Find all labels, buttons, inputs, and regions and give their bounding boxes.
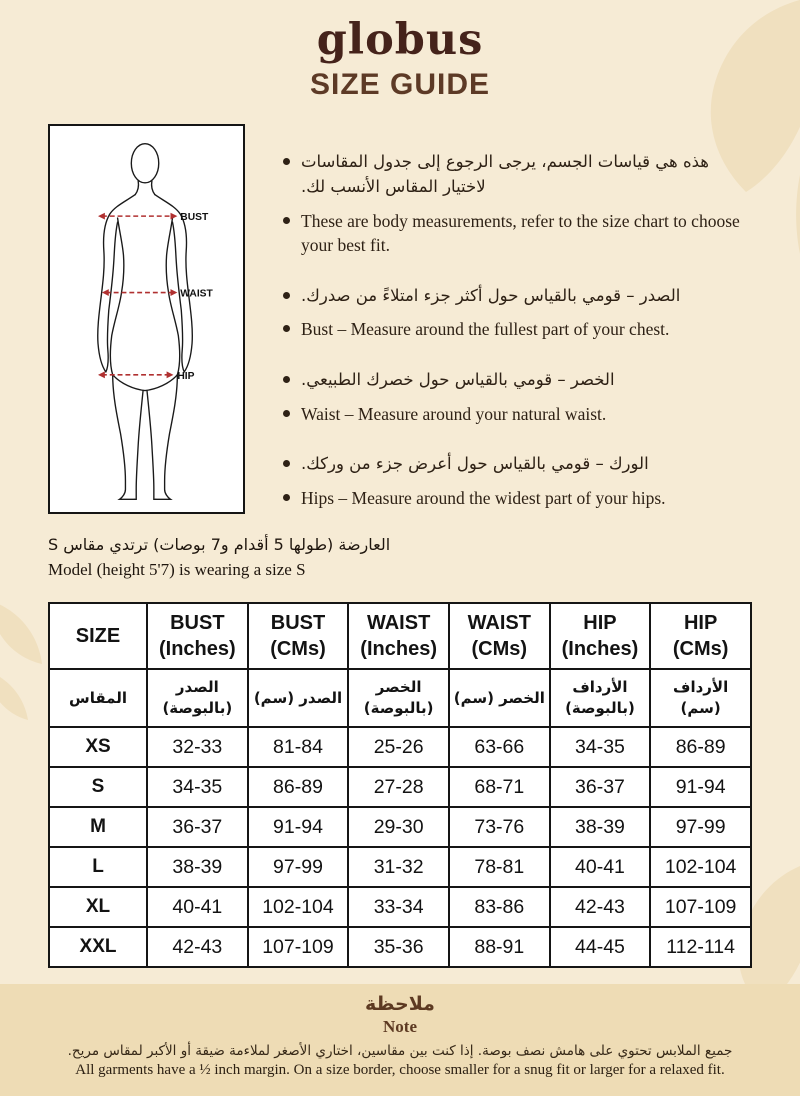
value-cell: 32-33 bbox=[147, 727, 248, 767]
value-cell: 91-94 bbox=[248, 807, 349, 847]
model-note-en: Model (height 5'7) is wearing a size S bbox=[48, 560, 306, 580]
instruction-intro-en: These are body measurements, refer to the size chart to choose your best fit. bbox=[301, 210, 740, 256]
body-measurement-figure bbox=[50, 126, 243, 512]
value-cell: 81-84 bbox=[248, 727, 349, 767]
value-cell: 29-30 bbox=[348, 807, 449, 847]
instruction-group-bust bbox=[283, 284, 756, 342]
list-item bbox=[283, 368, 756, 393]
size-table-header-row-ar bbox=[49, 669, 751, 727]
column-header-ar: الصدر (بالبوصة) bbox=[147, 669, 248, 727]
list-item bbox=[283, 486, 756, 511]
instruction-waist-en: Waist – Measure around your natural waist. bbox=[301, 403, 607, 424]
size-table-body bbox=[49, 727, 751, 967]
bullet-icon bbox=[283, 460, 290, 467]
value-cell: 68-71 bbox=[449, 767, 550, 807]
column-header-en: SIZE bbox=[49, 603, 147, 669]
value-cell: 38-39 bbox=[550, 807, 651, 847]
value-cell: 36-37 bbox=[550, 767, 651, 807]
value-cell: 35-36 bbox=[348, 927, 449, 967]
bullet-icon bbox=[283, 158, 290, 165]
instruction-hips-ar: الورك – قومي بالقياس حول أعرض جزء من وركك. bbox=[301, 454, 649, 474]
instruction-intro-ar: هذه هي قياسات الجسم، يرجى الرجوع إلى جدول المقاسات لاختيار المقاس الأنسب لك. bbox=[301, 152, 710, 196]
column-header-en: WAIST (CMs) bbox=[449, 603, 550, 669]
size-cell: XXL bbox=[49, 927, 147, 967]
model-note-ar: العارضة (طولها 5 أقدام و7 بوصات) ترتدي مقاس S bbox=[48, 535, 391, 555]
bullet-icon bbox=[283, 376, 290, 383]
value-cell: 88-91 bbox=[449, 927, 550, 967]
value-cell: 86-89 bbox=[248, 767, 349, 807]
list-item bbox=[283, 402, 756, 427]
waist-line-label: WAIST bbox=[180, 288, 213, 300]
size-cell: XS bbox=[49, 727, 147, 767]
list-item bbox=[283, 284, 756, 309]
column-header-ar: الخصر (بالبوصة) bbox=[348, 669, 449, 727]
note-section bbox=[0, 984, 800, 1096]
bullet-icon bbox=[283, 410, 290, 417]
value-cell: 33-34 bbox=[348, 887, 449, 927]
size-cell: L bbox=[49, 847, 147, 887]
column-header-ar: الخصر (سم) bbox=[449, 669, 550, 727]
measurement-section bbox=[48, 124, 756, 519]
value-cell: 42-43 bbox=[147, 927, 248, 967]
column-header-ar: المقاس bbox=[49, 669, 147, 727]
instruction-group-waist bbox=[283, 368, 756, 426]
value-cell: 40-41 bbox=[147, 887, 248, 927]
note-title-en: Note bbox=[383, 1017, 417, 1036]
note-body-ar: جميع الملابس تحتوي على هامش نصف بوصة. إذا كنت بين مقاسين، اختاري الأصغر لملاءمة ضيقة أو الأكبر لمقاس مريح. bbox=[67, 1043, 733, 1059]
column-header-en: HIP (Inches) bbox=[550, 603, 651, 669]
instruction-waist-ar: الخصر – قومي بالقياس حول خصرك الطبيعي. bbox=[301, 369, 615, 389]
measure-lines bbox=[102, 216, 174, 375]
bullet-icon bbox=[283, 325, 290, 332]
bust-line-label: BUST bbox=[180, 212, 209, 224]
value-cell: 34-35 bbox=[147, 767, 248, 807]
table-row bbox=[49, 727, 751, 767]
value-cell: 38-39 bbox=[147, 847, 248, 887]
hip-line-label: HIP bbox=[177, 370, 195, 382]
note-title-ar: ملاحظة bbox=[365, 993, 435, 1015]
value-cell: 102-104 bbox=[650, 847, 751, 887]
instruction-bust-ar: الصدر – قومي بالقياس حول أكثر جزء امتلاءً من صدرك. bbox=[301, 285, 681, 305]
table-row bbox=[49, 887, 751, 927]
table-row bbox=[49, 767, 751, 807]
instruction-list bbox=[283, 124, 756, 519]
value-cell: 42-43 bbox=[550, 887, 651, 927]
model-note bbox=[48, 535, 752, 582]
bullet-icon bbox=[283, 217, 290, 224]
body-figure-panel bbox=[48, 124, 245, 514]
value-cell: 78-81 bbox=[449, 847, 550, 887]
column-header-en: HIP (CMs) bbox=[650, 603, 751, 669]
value-cell: 27-28 bbox=[348, 767, 449, 807]
list-item bbox=[283, 317, 756, 342]
value-cell: 83-86 bbox=[449, 887, 550, 927]
page-title: SIZE GUIDE bbox=[309, 68, 491, 102]
value-cell: 107-109 bbox=[248, 927, 349, 967]
instruction-group-intro bbox=[283, 150, 756, 258]
value-cell: 44-45 bbox=[550, 927, 651, 967]
instruction-hips-en: Hips – Measure around the widest part of your hips. bbox=[301, 487, 666, 508]
value-cell: 40-41 bbox=[550, 847, 651, 887]
size-chart-table bbox=[48, 602, 752, 968]
value-cell: 36-37 bbox=[147, 807, 248, 847]
value-cell: 97-99 bbox=[248, 847, 349, 887]
bullet-icon bbox=[283, 292, 290, 299]
table-row bbox=[49, 927, 751, 967]
table-row bbox=[49, 807, 751, 847]
value-cell: 73-76 bbox=[449, 807, 550, 847]
column-header-en: BUST (CMs) bbox=[248, 603, 349, 669]
list-item bbox=[283, 209, 756, 258]
column-header-en: BUST (Inches) bbox=[147, 603, 248, 669]
value-cell: 34-35 bbox=[550, 727, 651, 767]
value-cell: 91-94 bbox=[650, 767, 751, 807]
size-cell: S bbox=[49, 767, 147, 807]
list-item bbox=[283, 150, 756, 200]
column-header-ar: الصدر (سم) bbox=[248, 669, 349, 727]
column-header-ar: الأرداف (سم) bbox=[650, 669, 751, 727]
value-cell: 102-104 bbox=[248, 887, 349, 927]
value-cell: 25-26 bbox=[348, 727, 449, 767]
value-cell: 112-114 bbox=[650, 927, 751, 967]
size-cell: M bbox=[49, 807, 147, 847]
value-cell: 107-109 bbox=[650, 887, 751, 927]
list-item bbox=[283, 452, 756, 477]
value-cell: 97-99 bbox=[650, 807, 751, 847]
table-row bbox=[49, 847, 751, 887]
column-header-en: WAIST (Inches) bbox=[348, 603, 449, 669]
size-table-header-row-en bbox=[49, 603, 751, 669]
bullet-icon bbox=[283, 494, 290, 501]
note-body-en: All garments have a ½ inch margin. On a size border, choose smaller for a snug fit or larger for a relaxed fit. bbox=[75, 1062, 725, 1078]
value-cell: 86-89 bbox=[650, 727, 751, 767]
size-cell: XL bbox=[49, 887, 147, 927]
instruction-group-hips bbox=[283, 452, 756, 510]
value-cell: 31-32 bbox=[348, 847, 449, 887]
instruction-bust-en: Bust – Measure around the fullest part of your chest. bbox=[301, 319, 670, 340]
value-cell: 63-66 bbox=[449, 727, 550, 767]
brand-logo: globus bbox=[316, 15, 484, 65]
column-header-ar: الأرداف (بالبوصة) bbox=[550, 669, 651, 727]
